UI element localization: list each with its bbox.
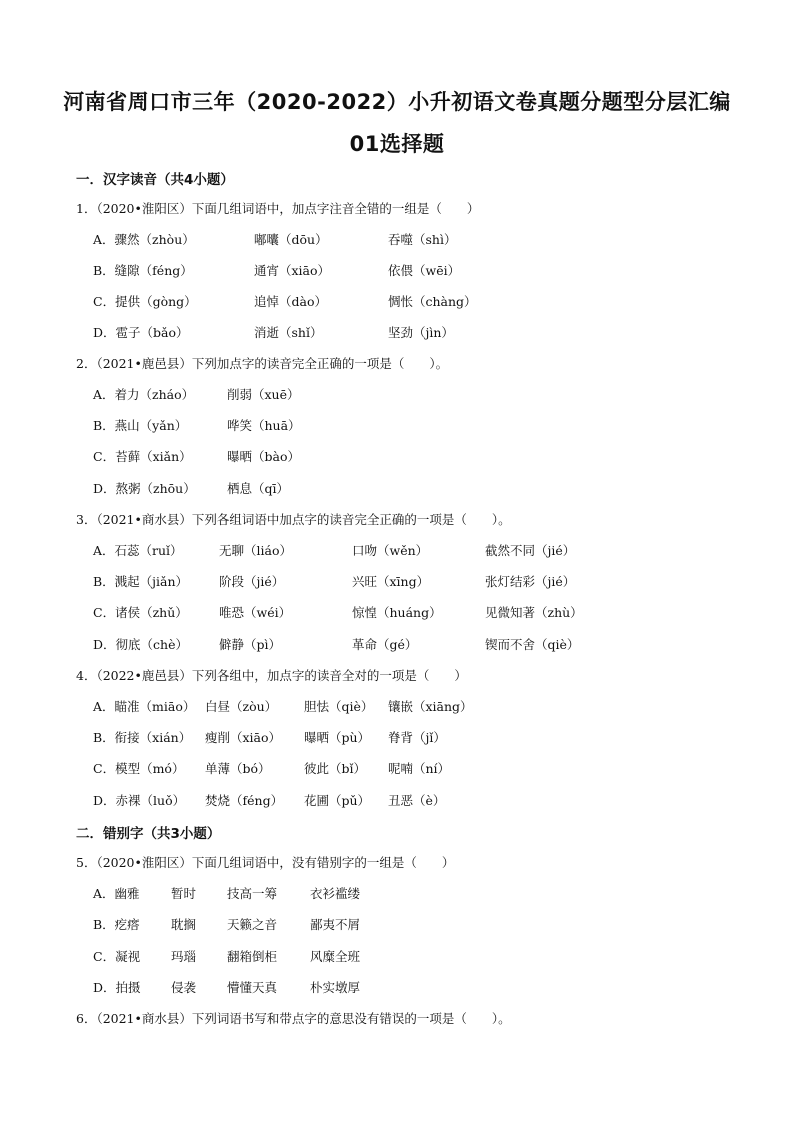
q3-option-c-item-4: 见微知著（zhù） — [485, 605, 583, 620]
q2-option-d-item-2: 栖息（qī） — [227, 481, 289, 496]
q2-option-c-item-2: 曝晒（bào） — [227, 449, 300, 464]
q1-option-b-item-3: 依偎（wēi） — [388, 263, 461, 278]
question-5-stem: 5．（2020•淮阳区）下面几组词语中，没有错别字的一组是（ ） — [76, 855, 455, 870]
q5-option-c-item-1: C．凝视 — [93, 949, 141, 964]
q3-option-a-item-2: 无聊（liáo） — [219, 543, 292, 558]
q3-option-a-item-4: 截然不同（jié） — [485, 543, 576, 558]
q3-option-d-item-3: 革命（gé） — [352, 637, 418, 652]
q1-option-b-item-1: B．缝隙（féng） — [93, 263, 193, 278]
q3-option-b-item-1: B．溅起（jiǎn） — [93, 574, 189, 589]
section-heading-typos: 二．错别字（共3小题） — [76, 826, 221, 842]
q5-option-a-item-3: 技高一筹 — [227, 886, 278, 901]
q4-option-a-item-4: 镶嵌（xiāng） — [388, 699, 473, 714]
q2-option-d-item-1: D．熬粥（zhōu） — [93, 481, 196, 496]
q3-option-d-item-2: 僻静（pì） — [219, 637, 281, 652]
q4-option-a-item-3: 胆怯（qiè） — [304, 699, 374, 714]
q3-option-b-item-4: 张灯结彩（jié） — [485, 574, 576, 589]
q2-option-b-item-1: B．燕山（yǎn） — [93, 418, 188, 433]
q5-option-d-item-2: 侵袭 — [171, 980, 197, 995]
q5-option-c-item-3: 翻箱倒柜 — [227, 949, 278, 964]
q1-option-c-item-1: C．提供（gòng） — [93, 294, 197, 309]
q4-option-d-item-1: D．赤裸（luǒ） — [93, 793, 186, 808]
q5-option-a-item-4: 衣衫褴缕 — [310, 886, 361, 901]
q5-option-b-item-4: 鄙夷不屑 — [310, 917, 361, 932]
q2-option-c-item-1: C．苔藓（xiǎn） — [93, 449, 192, 464]
q3-option-c-item-3: 惊惶（huáng） — [352, 605, 442, 620]
q3-option-b-item-3: 兴旺（xīng） — [352, 574, 430, 589]
question-3-stem: 3．（2021•商水县）下列各组词语中加点字的读音完全正确的一项是（ ）。 — [76, 512, 511, 527]
q5-option-b-item-3: 天籁之音 — [227, 917, 278, 932]
q4-option-b-item-2: 瘦削（xiāo） — [205, 730, 282, 745]
q4-option-c-item-3: 彼此（bǐ） — [304, 761, 366, 776]
q3-option-c-item-2: 唯恐（wéi） — [219, 605, 292, 620]
question-6-stem: 6．（2021•商水县）下列词语书写和带点字的意思没有错误的一项是（ ）。 — [76, 1011, 511, 1026]
q3-option-c-item-1: C．诸侯（zhǔ） — [93, 605, 188, 620]
question-4-stem: 4．（2022•鹿邑县）下列各组中，加点字的读音全对的一项是（ ） — [76, 668, 467, 683]
q4-option-c-item-2: 单薄（bó） — [205, 761, 271, 776]
q5-option-c-item-4: 风糜全班 — [310, 949, 361, 964]
q5-option-b-item-2: 耽搁 — [171, 917, 197, 932]
q1-option-d-item-3: 坚劲（jìn） — [388, 325, 454, 340]
question-1-stem: 1．（2020•淮阳区）下面几组词语中，加点字注音全错的一组是（ ） — [76, 201, 480, 216]
q1-option-a-item-2: 嘟囔（dōu） — [254, 232, 328, 247]
q1-option-a-item-1: A．骤然（zhòu） — [93, 232, 195, 247]
q3-option-a-item-3: 口吻（wěn） — [352, 543, 429, 558]
q4-option-d-item-3: 花圃（pǔ） — [304, 793, 371, 808]
q3-option-d-item-4: 锲而不舍（qiè） — [485, 637, 580, 652]
document-title: 河南省周口市三年（2020-2022）小升初语文卷真题分题型分层汇编 — [63, 90, 731, 114]
q1-option-a-item-3: 吞噬（shì） — [388, 232, 457, 247]
q4-option-b-item-3: 曝晒（pù） — [304, 730, 371, 745]
q1-option-c-item-3: 惆怅（chàng） — [388, 294, 477, 309]
q4-option-c-item-1: C．模型（mó） — [93, 761, 185, 776]
q5-option-d-item-4: 朴实墩厚 — [310, 980, 361, 995]
q5-option-a-item-1: A．幽雅 — [93, 886, 140, 901]
q3-option-b-item-2: 阶段（jié） — [219, 574, 285, 589]
q5-option-d-item-1: D．拍摄 — [93, 980, 141, 995]
q4-option-a-item-2: 白昼（zòu） — [205, 699, 278, 714]
q2-option-a-item-2: 削弱（xuē） — [227, 387, 300, 402]
q5-option-a-item-2: 暂时 — [171, 886, 197, 901]
q4-option-c-item-4: 呢喃（ní） — [388, 761, 451, 776]
q2-option-b-item-2: 哗笑（huā） — [227, 418, 301, 433]
q4-option-b-item-1: B．衔接（xián） — [93, 730, 192, 745]
section-heading-pronunciation: 一．汉字读音（共4小题） — [76, 172, 234, 188]
q3-option-d-item-1: D．彻底（chè） — [93, 637, 188, 652]
document-subtitle: 01选择题 — [349, 132, 445, 156]
q4-option-b-item-4: 脊背（jǐ） — [388, 730, 446, 745]
question-2-stem: 2．（2021•鹿邑县）下列加点字的读音完全正确的一项是（ ）。 — [76, 356, 449, 371]
q5-option-b-item-1: B．疙瘩 — [93, 917, 140, 932]
q2-option-a-item-1: A．着力（zháo） — [93, 387, 195, 402]
q3-option-a-item-1: A．石蕊（ruǐ） — [93, 543, 183, 558]
q4-option-a-item-1: A．瞄准（miāo） — [93, 699, 196, 714]
q4-option-d-item-4: 丑恶（è） — [388, 793, 446, 808]
q1-option-d-item-2: 消逝（shǐ） — [254, 325, 323, 340]
q5-option-c-item-2: 玛瑙 — [171, 949, 197, 964]
q1-option-b-item-2: 通宵（xiāo） — [254, 263, 331, 278]
q1-option-c-item-2: 追悼（dào） — [254, 294, 327, 309]
q5-option-d-item-3: 懵懂天真 — [227, 980, 278, 995]
q4-option-d-item-2: 焚烧（féng） — [205, 793, 284, 808]
q1-option-d-item-1: D．雹子（bǎo） — [93, 325, 189, 340]
